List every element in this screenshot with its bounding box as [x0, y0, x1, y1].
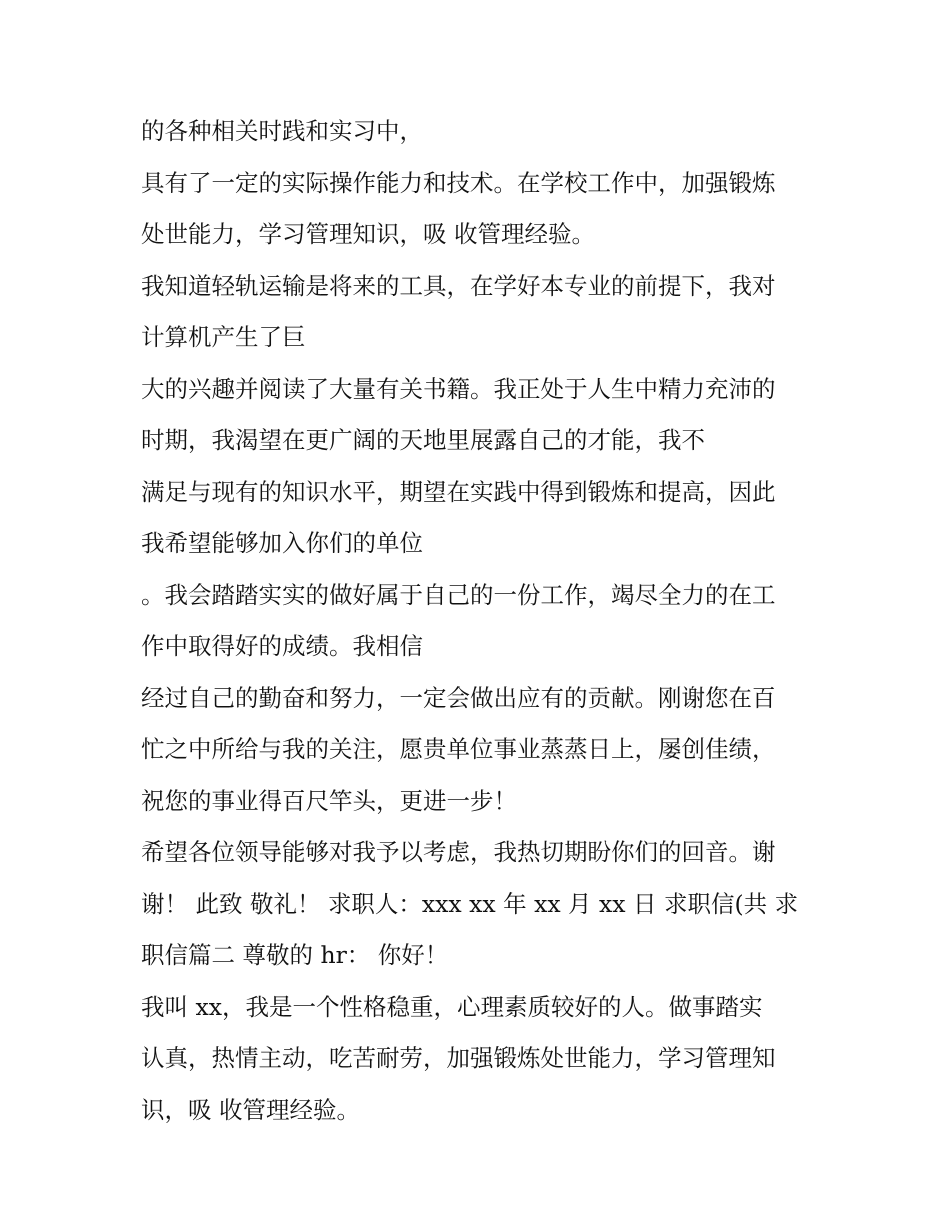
text-line: 作中取得好的成绩。我相信 — [141, 632, 423, 660]
letter-body — [141, 106, 821, 1136]
text-line: 我叫 xx，我是一个性格稳重，心理素质较好的人。做事踏实 — [141, 992, 763, 1021]
text-line: 忙之中所给与我的关注，愿贵单位事业蒸蒸日上，屡创佳绩， — [141, 735, 776, 763]
text-line: 识，吸 收管理经验。 — [141, 1095, 360, 1124]
text-line: 大的兴趣并阅读了大量有关书籍。我正处于人生中精力充沛的 — [141, 374, 776, 403]
text-line: 谢！ 此致 敬礼！ 求职人：xxx xx 年 xx 月 xx 日 求职信(共 求 — [141, 889, 799, 918]
text-line: 处世能力，学习管理知识，吸 收管理经验。 — [141, 220, 595, 248]
text-line: 具有了一定的实际操作能力和技术。在学校工作中，加强锻炼 — [141, 168, 776, 197]
text-line: 。我会踏踏实实的做好属于自己的一份工作，竭尽全力的在工 — [141, 580, 776, 609]
text-line: 职信篇二 尊敬的 hr： 你好！ — [141, 941, 449, 969]
text-line: 的各种相关时践和实习中， — [141, 117, 423, 145]
text-line: 祝您的事业得百尺竿头，更进一步！ — [141, 786, 517, 815]
text-line: 经过自己的勤奋和努力，一定会做出应有的贡献。刚谢您在百 — [141, 683, 776, 712]
text-line: 认真，热情主动，吃苦耐劳，加强锻炼处世能力，学习管理知 — [141, 1044, 776, 1072]
text-line: 计算机产生了巨 — [141, 323, 306, 351]
text-line: 满足与现有的知识水平，期望在实践中得到锻炼和提高，因此 — [141, 477, 776, 506]
text-line: 我知道轻轨运输是将来的工具，在学好本专业的前提下，我对 — [141, 271, 776, 300]
text-line: 我希望能够加入你们的单位 — [141, 529, 423, 557]
text-line: 时期，我渴望在更广阔的天地里展露自己的才能，我不 — [141, 426, 705, 454]
text-line: 希望各位领导能够对我予以考虑，我热切期盼你们的回音。谢 — [141, 838, 776, 866]
